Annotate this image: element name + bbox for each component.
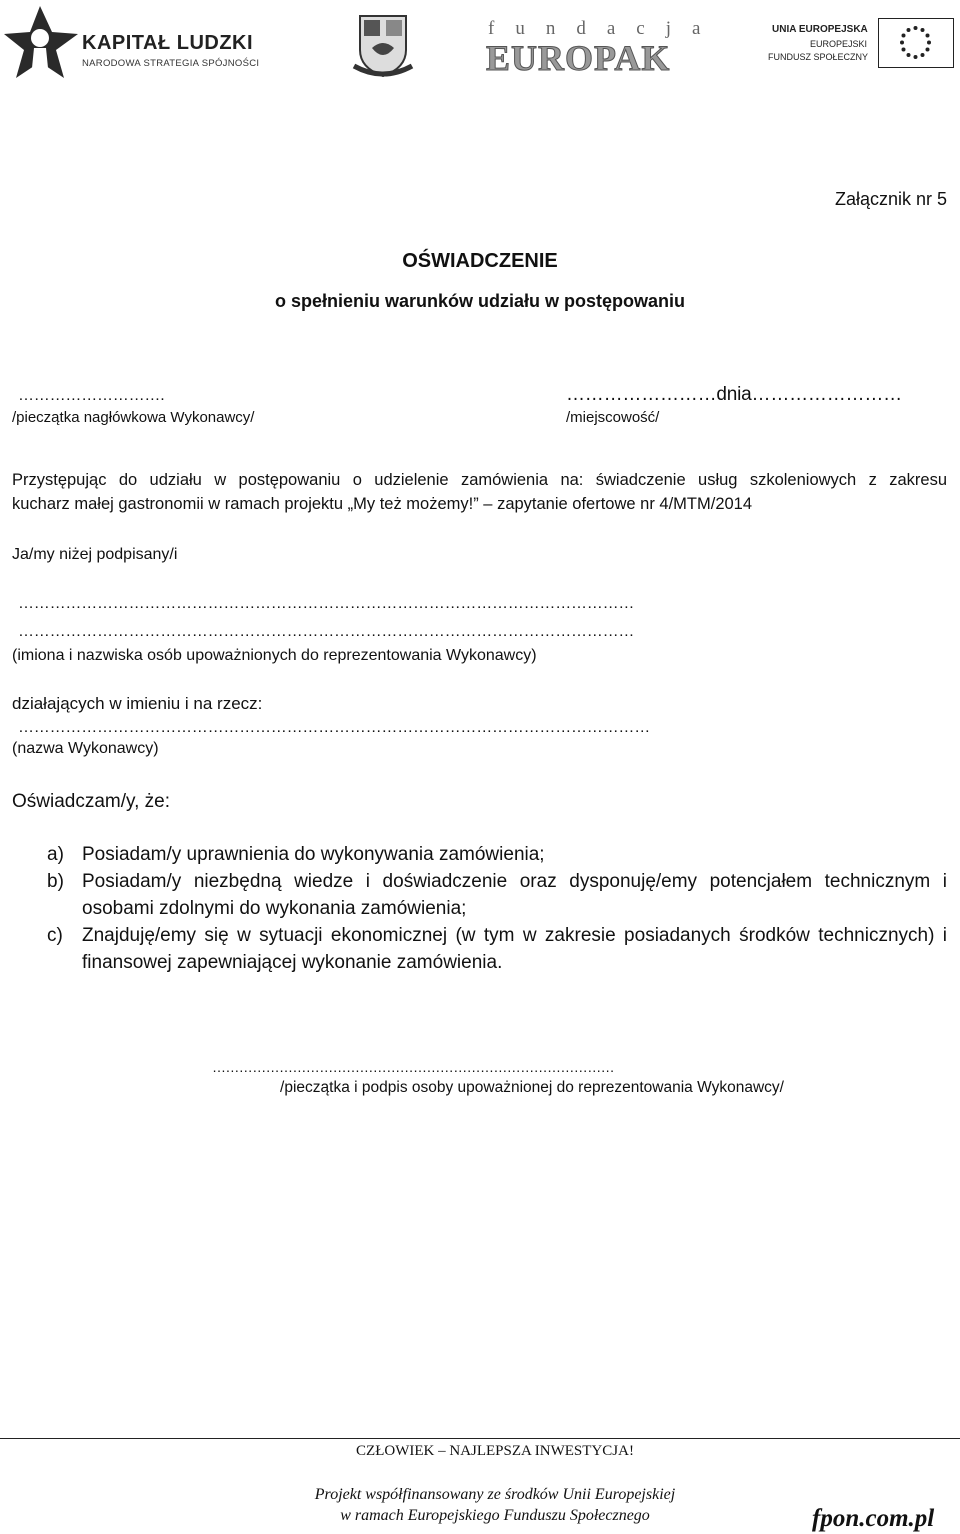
crest-logo: [350, 10, 416, 80]
declaration-item-a: [47, 841, 947, 868]
place-label: /miejscowość/: [566, 409, 660, 426]
footer-line-1: Projekt współfinansowany ze środków Unii Europejskiej: [314, 1486, 676, 1503]
stamp-label: /pieczątka nagłówkowa Wykonawcy/: [12, 409, 255, 426]
document-subtitle: o spełnieniu warunków udziału w postępowaniu: [274, 291, 686, 311]
eu-flag-icon: [878, 18, 954, 68]
acting-for-label: działających w imieniu i na rzecz:: [12, 694, 263, 713]
kapital-ludzki-title: KAPITAŁ LUDZKI: [82, 32, 254, 54]
attachment-number: Załącznik nr 5: [834, 189, 947, 209]
footer-slogan: CZŁOWIEK – NAJLEPSZA INWESTYCJA!: [356, 1443, 634, 1459]
declaration-intro: Oświadczam/y, że:: [12, 791, 171, 812]
declaration-item-b: [47, 868, 947, 922]
intro-line-1: Przystępując do udziału w postępowaniu o udzielenie zamówienia na: świadczenie usług szkoleniowych z zakresu: [12, 471, 947, 489]
item-c-text: Znajduję/emy się w sytuacji ekonomicznej (w tym w zakresie posiadanych środków technicznych) i finansowej zapewniającej wykonanie zamówienia.: [82, 925, 947, 973]
kapital-ludzki-star-icon: [4, 2, 80, 86]
stamp-dots: ……………………….: [18, 387, 165, 404]
names-label: (imiona i nazwiska osób upoważnionych do reprezentowania Wykonawcy): [12, 647, 537, 664]
kapital-ludzki-logo: [4, 2, 274, 86]
eu-line-3: FUNDUSZ SPOŁECZNY: [768, 52, 869, 62]
place-date-dots: ……………………dnia……………………: [566, 384, 902, 405]
signature-label: /pieczątka i podpis osoby upoważnionej do reprezentowania Wykonawcy/: [280, 1079, 784, 1096]
fundacja-label: fundacja: [488, 18, 722, 39]
signature-dots: ………………………………………………………………………………: [212, 1059, 615, 1075]
names-dots-2: ………………………………………………………………………………………………………: [18, 623, 635, 640]
contractor-dots: …………………………………………………………………………………………………………: [18, 719, 651, 736]
item-c-label: c): [47, 925, 63, 946]
kapital-ludzki-subtitle: NARODOWA STRATEGIA SPÓJNOŚCI: [82, 58, 260, 69]
intro-line-2: kucharz małej gastronomii w ramach projektu „My też możemy!” – zapytanie ofertowe nr 4/MTM/2014: [12, 495, 753, 513]
signer-intro: Ja/my niżej podpisany/i: [12, 546, 178, 563]
footer-line-2: w ramach Europejskiego Funduszu Społecznego: [340, 1507, 650, 1524]
footer-divider: [0, 1438, 960, 1439]
item-b-label: b): [47, 871, 64, 892]
fundacja-europak-logo: [486, 14, 722, 78]
contractor-label: (nazwa Wykonawcy): [12, 740, 159, 757]
names-dots-1: ………………………………………………………………………………………………………: [18, 595, 635, 612]
crest-icon: [350, 10, 416, 80]
eu-line-1: UNIA EUROPEJSKA: [772, 24, 868, 35]
europak-label: EUROPAK: [486, 38, 671, 78]
declaration-item-c: [47, 922, 947, 976]
eu-logo: [768, 18, 958, 70]
item-a-label: a): [47, 844, 64, 865]
document-title: OŚWIADCZENIE: [402, 250, 558, 272]
item-b-text: Posiadam/y niezbędną wiedze i doświadczenie oraz dysponuję/emy potencjałem technicznym i osobami zdolnymi do wykonania zamówienia;: [82, 871, 947, 919]
eu-line-2: EUROPEJSKI: [810, 39, 868, 49]
item-a-text: Posiadam/y uprawnienia do wykonywania zamówienia;: [82, 844, 545, 865]
watermark: fpon.com.pl: [812, 1505, 935, 1532]
